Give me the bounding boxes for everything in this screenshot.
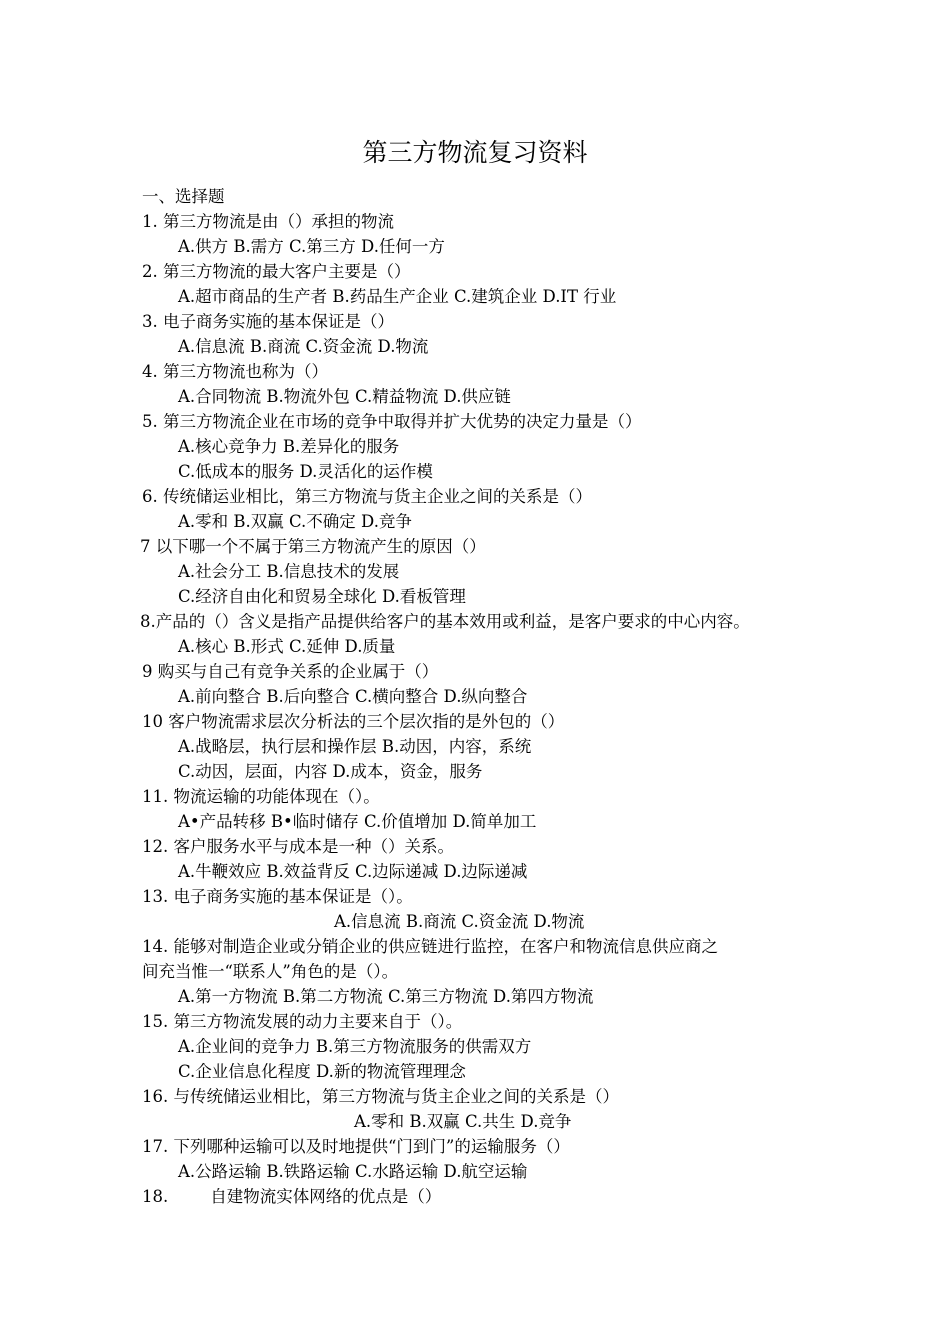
page-title: 第三方物流复习资料 <box>362 138 588 167</box>
options-15a: A.企业间的竞争力 B.第三方物流服务的供需双方 <box>178 1037 532 1056</box>
options-10b: C.动因，层面，内容 D.成本，资金，服务 <box>178 762 483 781</box>
question-4: 4. 第三方物流也称为（） <box>142 362 328 381</box>
options-14: A.第一方物流 B.第二方物流 C.第三方物流 D.第四方物流 <box>178 987 594 1006</box>
question-8: 8.产品的（）含义是指产品提供给客户的基本效用或利益，是客户要求的中心内容。 <box>140 612 750 631</box>
question-11: 11. 物流运输的功能体现在（）。 <box>142 787 380 806</box>
question-12: 12. 客户服务水平与成本是一种（）关系。 <box>142 837 454 856</box>
question-2: 2. 第三方物流的最大客户主要是（） <box>142 262 411 281</box>
question-14a: 14. 能够对制造企业或分销企业的供应链进行监控，在客户和物流信息供应商之 <box>142 937 718 956</box>
question-15: 15. 第三方物流发展的动力主要来自于（）。 <box>142 1012 463 1031</box>
options-3: A.信息流 B.商流 C.资金流 D.物流 <box>178 337 429 356</box>
options-7a: A.社会分工 B.信息技术的发展 <box>178 562 400 581</box>
options-4: A.合同物流 B.物流外包 C.精益物流 D.供应链 <box>178 387 511 406</box>
options-8: A.核心 B.形式 C.延伸 D.质量 <box>178 637 396 656</box>
options-16: A.零和 B.双赢 C.共生 D.竞争 <box>354 1112 572 1131</box>
question-14b: 间充当惟一“联系人”角色的是（）。 <box>142 962 399 981</box>
options-9: A.前向整合 B.后向整合 C.横向整合 D.纵向整合 <box>178 687 528 706</box>
options-7b: C.经济自由化和贸易全球化 D.看板管理 <box>178 587 466 606</box>
options-11: A•产品转移 B•临时储存 C.价值增加 D.简单加工 <box>178 812 537 831</box>
question-3: 3. 电子商务实施的基本保证是（） <box>142 312 394 331</box>
options-6: A.零和 B.双赢 C.不确定 D.竞争 <box>178 512 412 531</box>
question-6: 6. 传统储运业相比，第三方物流与货主企业之间的关系是（） <box>142 487 592 506</box>
options-5b: C.低成本的服务 D.灵活化的运作模 <box>178 462 433 481</box>
question-17: 17. 下列哪种运输可以及时地提供“门到门”的运输服务（） <box>142 1137 570 1156</box>
options-10a: A.战略层，执行层和操作层 B.动因，内容，系统 <box>178 737 532 756</box>
options-1: A.供方 B.需方 C.第三方 D.任何一方 <box>178 237 445 256</box>
options-2: A.超市商品的生产者 B.药品生产企业 C.建筑企业 D.IT 行业 <box>178 287 617 306</box>
question-5: 5. 第三方物流企业在市场的竞争中取得并扩大优势的决定力量是（） <box>142 412 642 431</box>
question-7: 7 以下哪一个不属于第三方物流产生的原因（） <box>140 537 486 556</box>
options-5a: A.核心竞争力 B.差异化的服务 <box>178 437 400 456</box>
question-1: 1. 第三方物流是由（）承担的物流 <box>142 212 394 231</box>
options-12: A.牛鞭效应 B.效益背反 C.边际递减 D.边际递减 <box>178 862 528 881</box>
question-10: 10 客户物流需求层次分析法的三个层次指的是外包的（） <box>142 712 565 731</box>
document-body <box>142 184 932 1209</box>
options-15b: C.企业信息化程度 D.新的物流管理理念 <box>178 1062 466 1081</box>
question-13: 13. 电子商务实施的基本保证是（）。 <box>142 887 413 906</box>
question-16: 16. 与传统储运业相比，第三方物流与货主企业之间的关系是（） <box>142 1087 619 1106</box>
question-18: 18. 自建物流实体网络的优点是（） <box>142 1187 442 1206</box>
options-17: A.公路运输 B.铁路运输 C.水路运输 D.航空运输 <box>178 1162 528 1181</box>
question-9: 9 购买与自己有竞争关系的企业属于（） <box>142 662 439 681</box>
section-heading: 一、选择题 <box>142 187 225 206</box>
options-13: A.信息流 B.商流 C.资金流 D.物流 <box>334 912 585 931</box>
